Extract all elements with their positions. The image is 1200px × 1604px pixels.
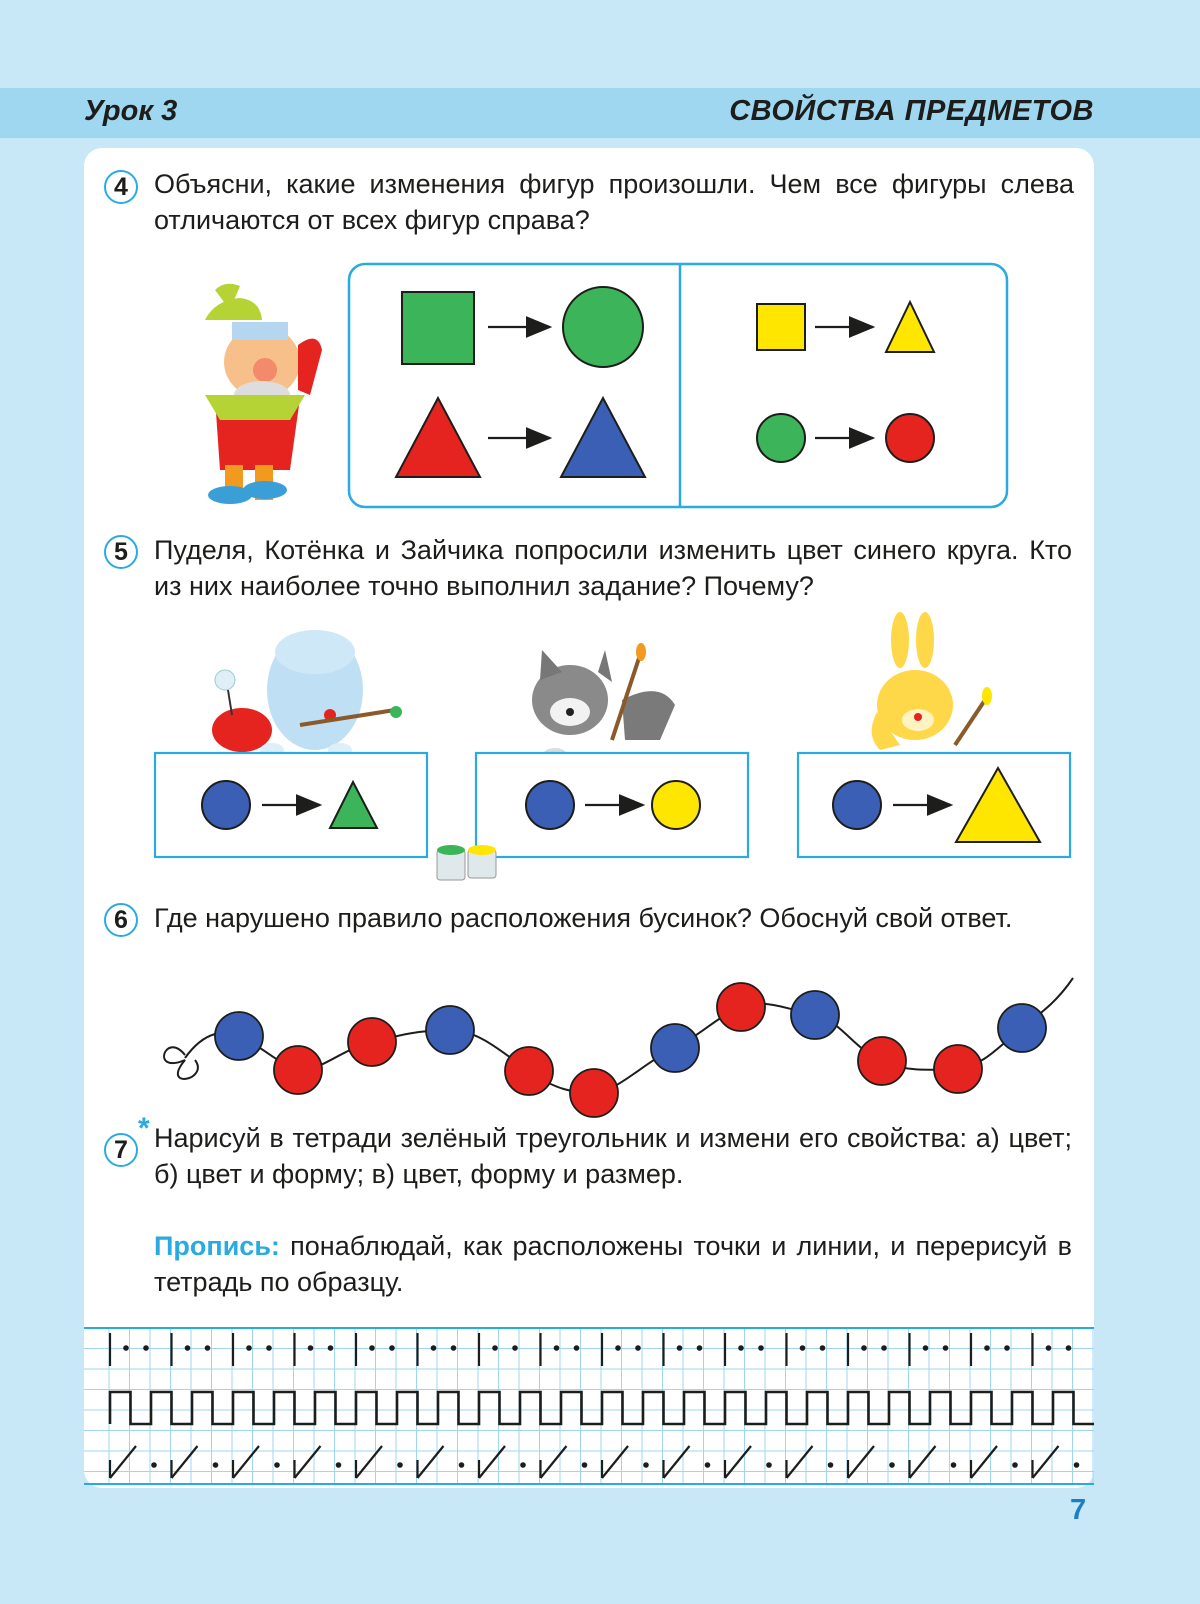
red-circle-small bbox=[886, 414, 934, 462]
green-square bbox=[402, 292, 474, 364]
yellow-square bbox=[757, 304, 805, 350]
bead-6-red bbox=[570, 1069, 618, 1117]
bunny-illustration bbox=[872, 612, 992, 750]
topic-title: СВОЙСТВА ПРЕДМЕТОВ bbox=[729, 95, 1094, 127]
dot bbox=[336, 1462, 342, 1468]
dot bbox=[984, 1345, 990, 1351]
dot bbox=[205, 1345, 211, 1351]
task-5-text: Пуделя, Котёнка и Зайчика попросили изменить цвет синего круга. Кто из них наиболее точно выполнил задание? Почему? bbox=[154, 535, 1072, 601]
dot bbox=[758, 1345, 764, 1351]
propis-patterns bbox=[110, 1333, 1094, 1478]
dot bbox=[512, 1345, 518, 1351]
dot bbox=[451, 1345, 457, 1351]
dot bbox=[431, 1345, 437, 1351]
blue-triangle bbox=[561, 398, 645, 477]
task-7-number: 7 bbox=[104, 1133, 138, 1167]
dot bbox=[820, 1345, 826, 1351]
knot bbox=[164, 1047, 198, 1079]
bead-12-blue bbox=[998, 1004, 1046, 1052]
paint-cans-illustration bbox=[437, 845, 496, 880]
bead-2-red bbox=[274, 1046, 322, 1094]
dot bbox=[828, 1462, 834, 1468]
bead-7-blue bbox=[651, 1024, 699, 1072]
dot bbox=[677, 1345, 683, 1351]
blue-circle bbox=[526, 781, 574, 829]
kitten-illustration bbox=[532, 643, 675, 762]
task-6-text: Где нарушено правило расположения бусинок? Обоснуй свой ответ. bbox=[154, 903, 1013, 933]
dot bbox=[328, 1345, 334, 1351]
dot bbox=[951, 1462, 957, 1468]
dot bbox=[766, 1462, 772, 1468]
dot bbox=[635, 1345, 641, 1351]
dot bbox=[643, 1462, 649, 1468]
dot bbox=[923, 1345, 929, 1351]
dot bbox=[151, 1462, 157, 1468]
dot bbox=[266, 1345, 272, 1351]
dot bbox=[943, 1345, 949, 1351]
dot bbox=[615, 1345, 621, 1351]
blue-circle bbox=[833, 781, 881, 829]
gnome-illustration bbox=[205, 284, 322, 504]
dot bbox=[705, 1462, 711, 1468]
propis-label: Пропись: bbox=[154, 1231, 280, 1261]
dot bbox=[1012, 1462, 1018, 1468]
bead-8-red bbox=[717, 983, 765, 1031]
dot bbox=[389, 1345, 395, 1351]
bead-3-red bbox=[348, 1018, 396, 1066]
dot bbox=[800, 1345, 806, 1351]
dot bbox=[574, 1345, 580, 1351]
difficulty-star-icon: * bbox=[138, 1112, 150, 1145]
bead-necklace bbox=[164, 978, 1073, 1117]
bead-9-blue bbox=[791, 991, 839, 1039]
green-circle bbox=[563, 287, 643, 367]
dot bbox=[492, 1345, 498, 1351]
poodle-illustration bbox=[212, 630, 402, 757]
propis-grid bbox=[84, 1328, 1094, 1484]
green-circle-small bbox=[757, 414, 805, 462]
dot bbox=[889, 1462, 895, 1468]
task-7-text: Нарисуй в тетради зелёный треугольник и измени его свойства: а) цвет; б) цвет и форму; в) цвет, форму и размер. bbox=[154, 1123, 1072, 1189]
dot bbox=[185, 1345, 191, 1351]
dot bbox=[582, 1462, 588, 1468]
task-6-number: 6 bbox=[104, 903, 138, 937]
dot bbox=[246, 1345, 252, 1351]
dot bbox=[397, 1462, 403, 1468]
propis-text: понаблюдай, как расположены точки и линии, и перерисуй в тетрадь по образцу. bbox=[154, 1231, 1072, 1297]
bead-1-blue bbox=[215, 1012, 263, 1060]
dot bbox=[520, 1462, 526, 1468]
blue-circle bbox=[202, 781, 250, 829]
task-4-text: Объясни, какие изменения фигур произошли. Чем все фигуры слева отличаются от всех фигур справа? bbox=[154, 169, 1074, 235]
dot bbox=[738, 1345, 744, 1351]
dot bbox=[554, 1345, 560, 1351]
dot bbox=[143, 1345, 149, 1351]
dot bbox=[1046, 1345, 1052, 1351]
task-4-number: 4 bbox=[104, 170, 138, 204]
dot bbox=[1004, 1345, 1010, 1351]
dot bbox=[274, 1462, 280, 1468]
bead-10-red bbox=[858, 1037, 906, 1085]
dot bbox=[697, 1345, 703, 1351]
meander-line bbox=[110, 1392, 1094, 1424]
task-5-number: 5 bbox=[104, 535, 138, 569]
lesson-title: Урок 3 bbox=[84, 95, 178, 127]
dot bbox=[213, 1462, 219, 1468]
yellow-triangle bbox=[886, 302, 934, 352]
dot bbox=[861, 1345, 867, 1351]
bead-5-red bbox=[505, 1047, 553, 1095]
dot bbox=[1074, 1462, 1080, 1468]
dot bbox=[308, 1345, 314, 1351]
dot bbox=[1066, 1345, 1072, 1351]
dot bbox=[369, 1345, 375, 1351]
yellow-circle bbox=[652, 781, 700, 829]
bead-4-blue bbox=[426, 1006, 474, 1054]
page-number: 7 bbox=[1070, 1494, 1087, 1526]
dot bbox=[881, 1345, 887, 1351]
bead-11-red bbox=[934, 1045, 982, 1093]
dot bbox=[459, 1462, 465, 1468]
red-triangle bbox=[396, 398, 480, 477]
dot bbox=[123, 1345, 129, 1351]
